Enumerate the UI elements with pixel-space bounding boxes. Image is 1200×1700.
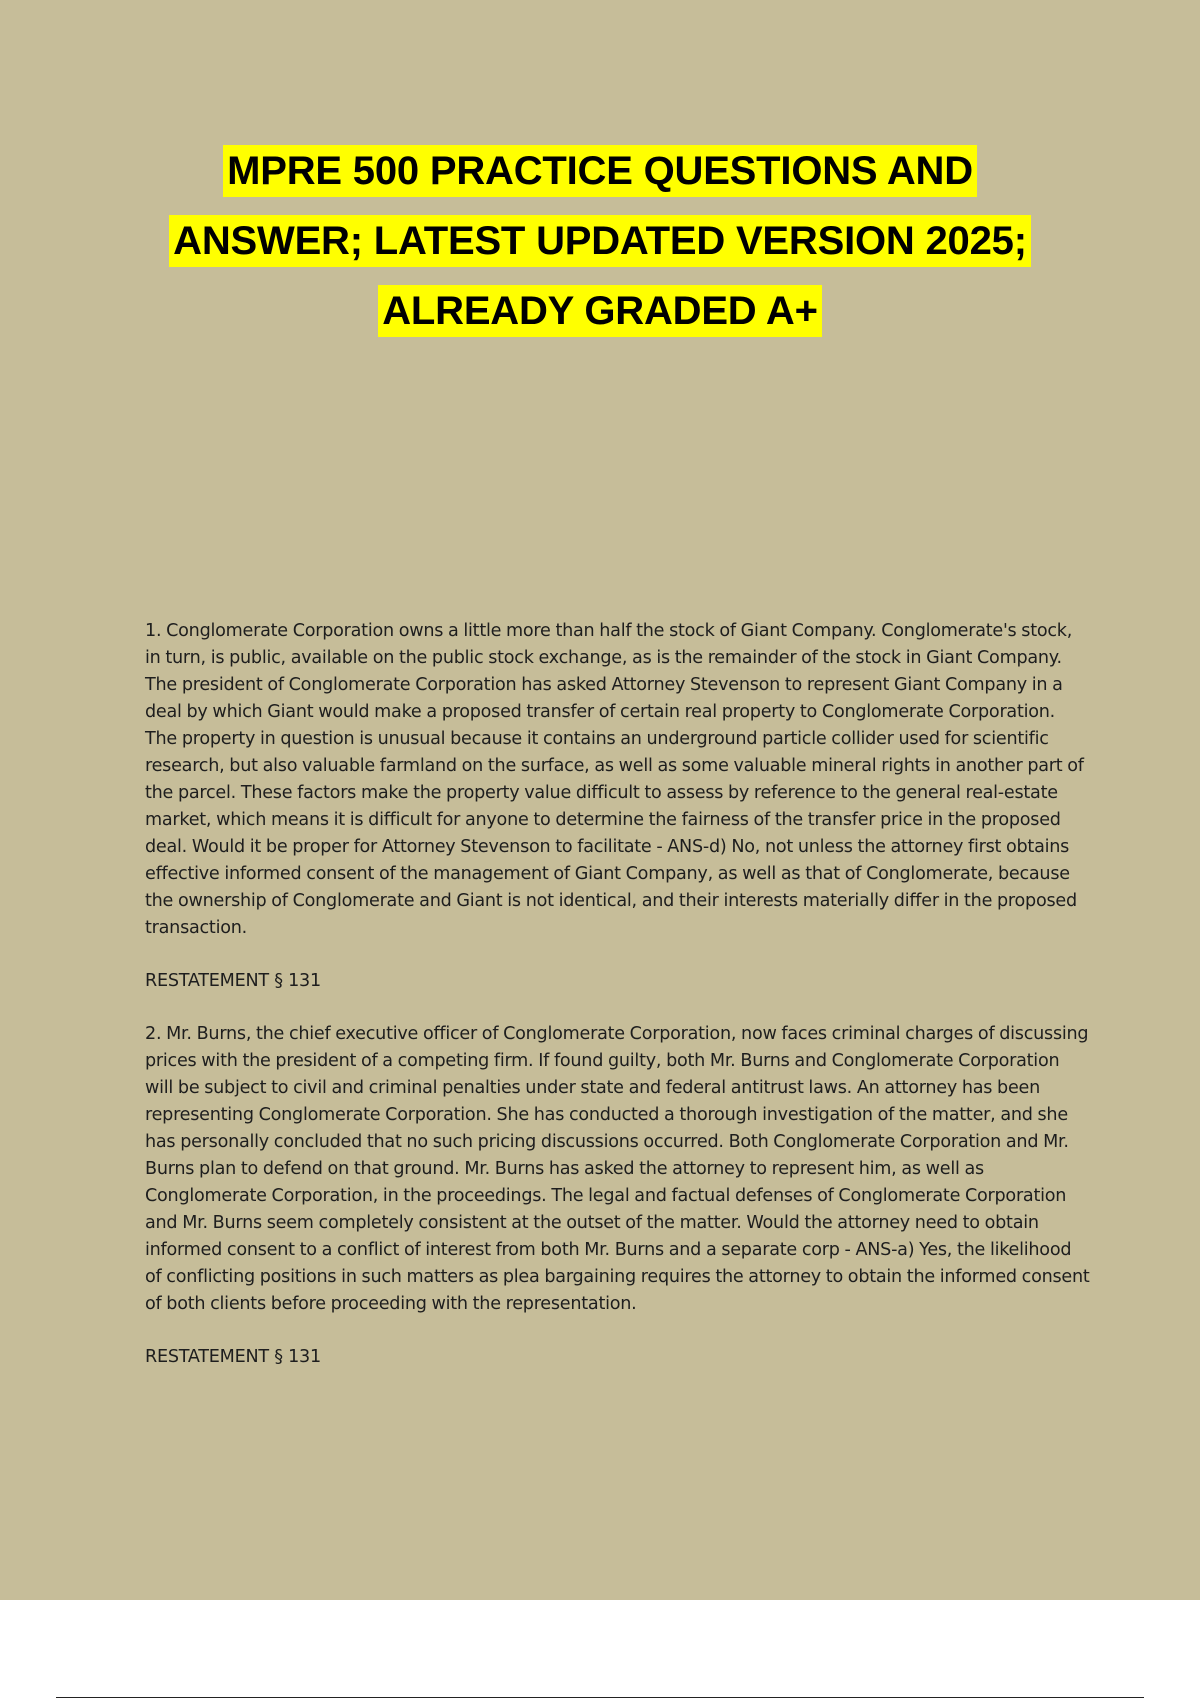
title-line [0, 145, 1200, 215]
question-1-reference: RESTATEMENT § 131 [145, 971, 321, 991]
title-line [0, 215, 1200, 285]
question-1-text: 1. Conglomerate Corporation owns a little more than half the stock of Giant Company. Conglomerate's stock, in turn, is public, available on the public stock exchange, as is the remainder of the stock in Giant Company. The president of Conglomerate Corporation has asked Attorney Stevenson to represent Giant Company in a deal by which Giant would make a proposed transfer of certain real property to Conglomerate Corporation. The property in question is unusual because it contains an underground particle collider used for scientific research, but also valuable farmland on the surface, as well as some valuable mineral rights in another part of the parcel. These factors make the property value difficult to assess by reference to the general real-estate market, which means it is difficult for anyone to determine the fairness of the transfer price in the proposed deal. Would it be proper for Attorney Stevenson to facilitate - ANS-d) No, not unless the attorney first obtains effective informed consent of the management of Giant Company, as well as that of Conglomerate, because the ownership of Conglomerate and Giant is not identical, and their interests materially differ in the proposed transaction. [145, 621, 1084, 938]
title-line-text: ANSWER; LATEST UPDATED VERSION 2025; [169, 215, 1031, 267]
document-title [0, 145, 1200, 355]
title-line [0, 285, 1200, 355]
question-2-text: 2. Mr. Burns, the chief executive officer of Conglomerate Corporation, now faces criminal charges of discussing prices with the president of a competing firm. If found guilty, both Mr. Burns and Conglomerate Corporation will be subject to civil and criminal penalties under state and federal antitrust laws. An attorney has been representing Conglomerate Corporation. She has conducted a thorough investigation of the matter, and she has personally concluded that no such pricing discussions occurred. Both Conglomerate Corporation and Mr. Burns plan to defend on that ground. Mr. Burns has asked the attorney to represent him, as well as Conglomerate Corporation, in the proceedings. The legal and factual defenses of Conglomerate Corporation and Mr. Burns seem completely consistent at the outset of the matter. Would the attorney need to obtain informed consent to a conflict of interest from both Mr. Burns and a separate corp - ANS-a) Yes, the likelihood of conflicting positions in such matters as plea bargaining requires the attorney to obtain the informed consent of both clients before proceeding with the representation. [145, 1024, 1090, 1314]
question-2-reference: RESTATEMENT § 131 [145, 1347, 321, 1367]
title-line-text: ALREADY GRADED A+ [378, 285, 822, 337]
document-body [145, 618, 1090, 1397]
footer-divider [56, 1697, 1144, 1698]
title-line-text: MPRE 500 PRACTICE QUESTIONS AND [223, 145, 977, 197]
